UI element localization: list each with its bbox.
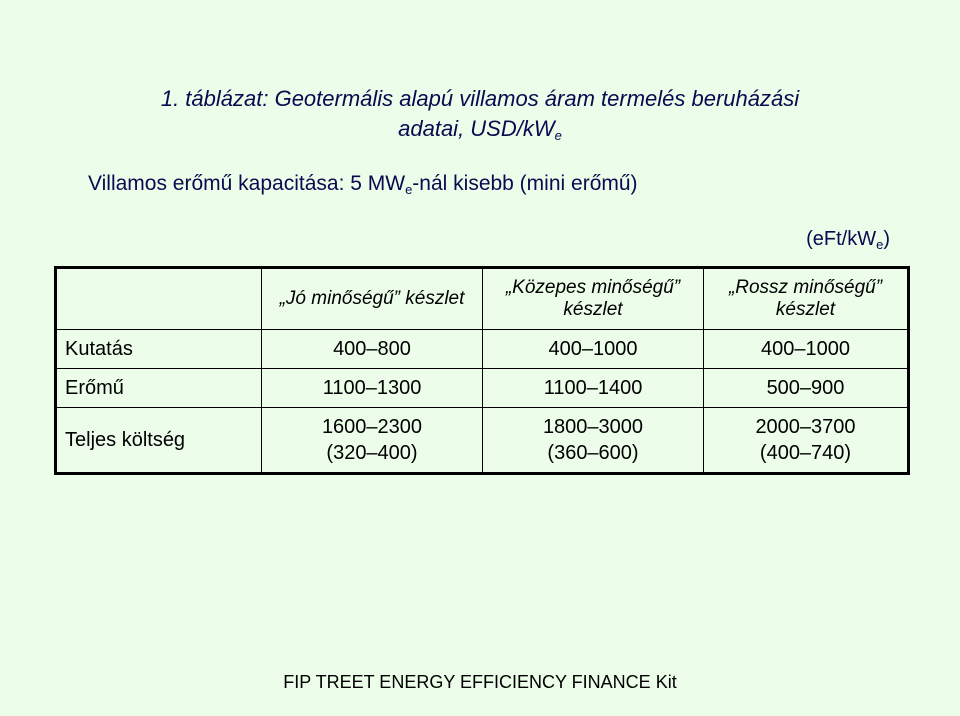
unit-label	[806, 228, 890, 252]
title-subscript: e	[554, 128, 562, 143]
header-medium-quality: „Közepes minőségű” készlet	[483, 268, 704, 330]
subtitle-suffix: -nál kisebb (mini erőmű)	[412, 172, 638, 195]
cell-main-value: 1800–3000	[542, 416, 644, 438]
footer-text: FIP TREET ENERGY EFFICIENCY FINANCE Kit	[283, 672, 677, 692]
title-line-1: 1. táblázat: Geotermális alapú villamos áram termelés beruházási	[160, 86, 800, 111]
table-title	[60, 84, 900, 151]
table-header-row	[56, 268, 909, 330]
table-row	[56, 330, 909, 369]
cell-paren-value: (320–400)	[326, 442, 418, 464]
cell-paren-value: (400–740)	[759, 442, 852, 464]
title-line-2-text: adatai, USD/kW	[398, 116, 555, 141]
unit-subscript: e	[876, 237, 884, 252]
capacity-subtitle	[88, 172, 638, 197]
unit-suffix: )	[883, 228, 890, 250]
table-cell	[704, 408, 909, 474]
subtitle-subscript: e	[405, 182, 413, 197]
cell-main-value: 2000–3700	[755, 416, 856, 438]
table-cell: 400–800	[262, 330, 483, 369]
table-cell: 400–1000	[483, 330, 704, 369]
table-cell: 1100–1400	[483, 369, 704, 408]
cell-main-value: 1600–2300	[321, 416, 423, 438]
subtitle-prefix: Villamos erőmű kapacitása: 5 MW	[88, 172, 406, 195]
table-cell	[262, 408, 483, 474]
row-label: Teljes költség	[56, 408, 262, 474]
table-cell: 1100–1300	[262, 369, 483, 408]
cell-paren-value: (360–600)	[547, 442, 639, 464]
row-label: Erőmű	[56, 369, 262, 408]
table-row	[56, 369, 909, 408]
table-cell	[483, 408, 704, 474]
row-label: Kutatás	[56, 330, 262, 369]
investment-table	[54, 266, 910, 475]
table-cell: 400–1000	[704, 330, 909, 369]
header-good-quality: „Jó minőségű” készlet	[262, 268, 483, 330]
table-row-total	[56, 408, 909, 474]
title-line-2	[60, 114, 900, 151]
header-poor-quality: „Rossz minőségű” készlet	[704, 268, 909, 330]
unit-prefix: (eFt/kW	[806, 228, 877, 250]
table-cell: 500–900	[704, 369, 909, 408]
header-empty-cell	[56, 268, 262, 330]
